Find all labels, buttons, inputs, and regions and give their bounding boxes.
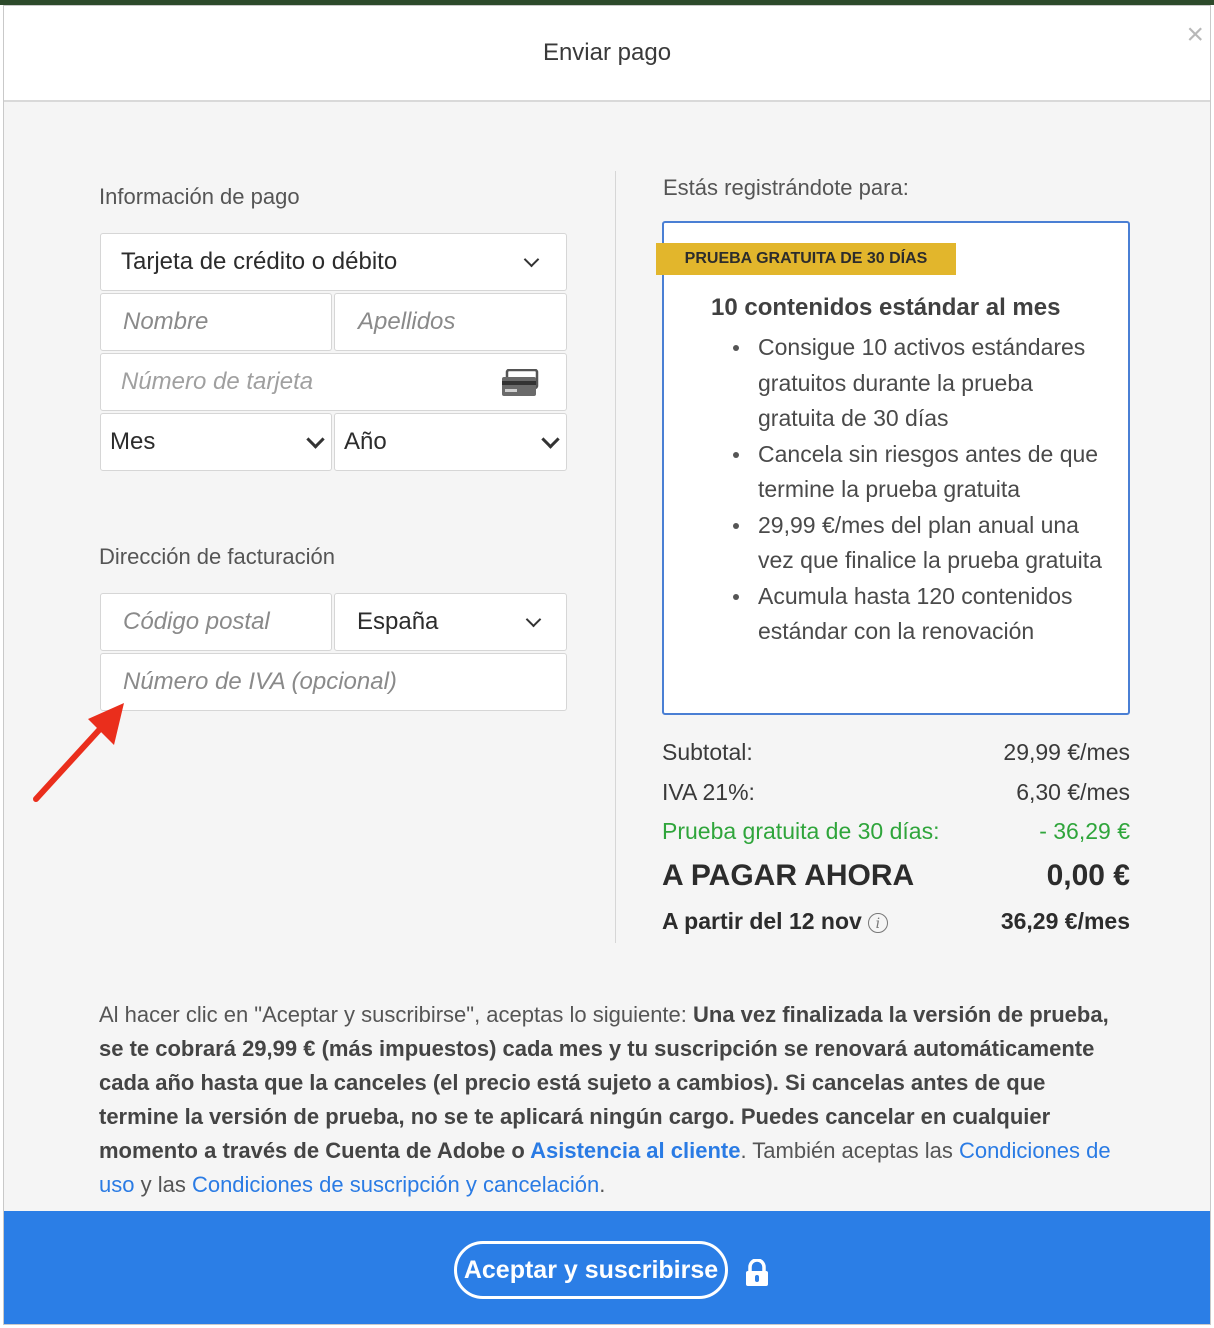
column-divider <box>615 171 616 943</box>
vat-number-placeholder: Número de IVA (opcional) <box>123 668 397 695</box>
last-name-field[interactable] <box>334 293 567 351</box>
subtotal-label: Subtotal: <box>662 739 753 765</box>
red-arrow-annotation <box>32 701 132 806</box>
card-number-field[interactable] <box>100 353 567 411</box>
terms-intro: Al hacer clic en "Aceptar y suscribirse", aceptas lo siguiente: <box>99 1002 693 1027</box>
subscription-terms-link[interactable]: Condiciones de suscripción y cancelación <box>191 1172 600 1197</box>
info-icon[interactable]: i <box>868 913 888 933</box>
postal-code-field[interactable] <box>100 593 332 651</box>
postal-code-placeholder: Código postal <box>123 608 270 635</box>
trial-value: - 36,29 € <box>1039 818 1130 844</box>
plan-feature-item: Acumula hasta 120 contenidos estándar con la renovación <box>706 579 1106 650</box>
subtotal-row <box>662 739 1130 766</box>
card-number-placeholder: Número de tarjeta <box>121 368 314 395</box>
year-value: Año <box>344 428 387 455</box>
vat-number-field[interactable] <box>100 653 567 711</box>
vat-label: IVA 21%: <box>662 779 755 805</box>
due-now-row <box>662 859 1130 893</box>
terms-end: . <box>599 1172 606 1197</box>
subtotal-value: 29,99 €/mes <box>1003 739 1130 765</box>
credit-card-icon <box>501 369 541 397</box>
terms-of-use-link[interactable]: Condiciones de uso <box>99 1138 1111 1197</box>
first-name-field[interactable] <box>100 293 332 351</box>
chevron-down-icon <box>526 612 542 628</box>
due-now-value: 0,00 € <box>1046 859 1130 892</box>
vat-value: 6,30 €/mes <box>1016 779 1130 805</box>
country-select[interactable] <box>334 593 567 651</box>
dialog-footer <box>4 1211 1210 1325</box>
chevron-down-icon <box>306 430 324 448</box>
lock-icon <box>744 1259 770 1287</box>
plan-title: 10 contenidos estándar al mes <box>711 294 1061 321</box>
country-value: España <box>357 608 439 635</box>
month-value: Mes <box>110 428 156 455</box>
payment-dialog <box>3 5 1211 1325</box>
due-now-label: A PAGAR AHORA <box>662 859 915 892</box>
payment-section-label: Información de pago <box>99 184 300 209</box>
chevron-down-icon <box>524 252 540 268</box>
month-select[interactable] <box>100 413 332 471</box>
close-icon[interactable]: × <box>1186 18 1204 51</box>
plan-features <box>706 330 1106 650</box>
vat-row <box>662 779 1130 806</box>
last-name-placeholder: Apellidos <box>358 308 456 335</box>
terms-text <box>99 998 1129 1202</box>
plan-feature-item: Cancela sin riesgos antes de que termine la prueba gratuita <box>706 437 1106 508</box>
terms-mid: . También aceptas las <box>740 1138 959 1163</box>
plan-feature-item: Consigue 10 activos estándares gratuitos durante la prueba gratuita de 30 días <box>706 330 1106 437</box>
plan-heading: Estás registrándote para: <box>663 175 909 200</box>
trial-label: Prueba gratuita de 30 días: <box>662 818 940 844</box>
payment-method-select[interactable] <box>100 233 567 291</box>
billing-section-label: Dirección de facturación <box>99 544 336 569</box>
customer-support-link[interactable]: Asistencia al cliente <box>530 1138 741 1163</box>
dialog-header <box>4 6 1210 102</box>
renewal-label-text: A partir del 12 nov <box>662 908 862 934</box>
renewal-label <box>662 908 888 935</box>
terms-bold: Una vez finalizada la versión de prueba, se te cobrará 29,99 € (más impuestos) cada mes y tu suscripción se renovará automáticamente cada año hasta que la canceles (el precio está sujeto a cambios). Si cancelas antes de que termine la versión de prueba, no se te aplicará ningún cargo. Puedes cancelar en cualquier momento a través de Cuenta de Adobe o <box>99 1002 1109 1163</box>
renewal-value: 36,29 €/mes <box>1000 908 1130 934</box>
payment-method-value: Tarjeta de crédito o débito <box>121 248 398 275</box>
plan-feature-item: 29,99 €/mes del plan anual una vez que finalice la prueba gratuita <box>706 508 1106 579</box>
trial-row <box>662 818 1130 845</box>
dialog-title: Enviar pago <box>542 39 672 66</box>
trial-ribbon: PRUEBA GRATUITA DE 30 DÍAS <box>656 243 956 275</box>
first-name-placeholder: Nombre <box>123 308 209 335</box>
renewal-row <box>662 908 1130 935</box>
year-select[interactable] <box>334 413 567 471</box>
chevron-down-icon <box>541 430 559 448</box>
terms-and: y las <box>134 1172 192 1197</box>
accept-subscribe-button[interactable]: Aceptar y suscribirse <box>454 1241 728 1299</box>
